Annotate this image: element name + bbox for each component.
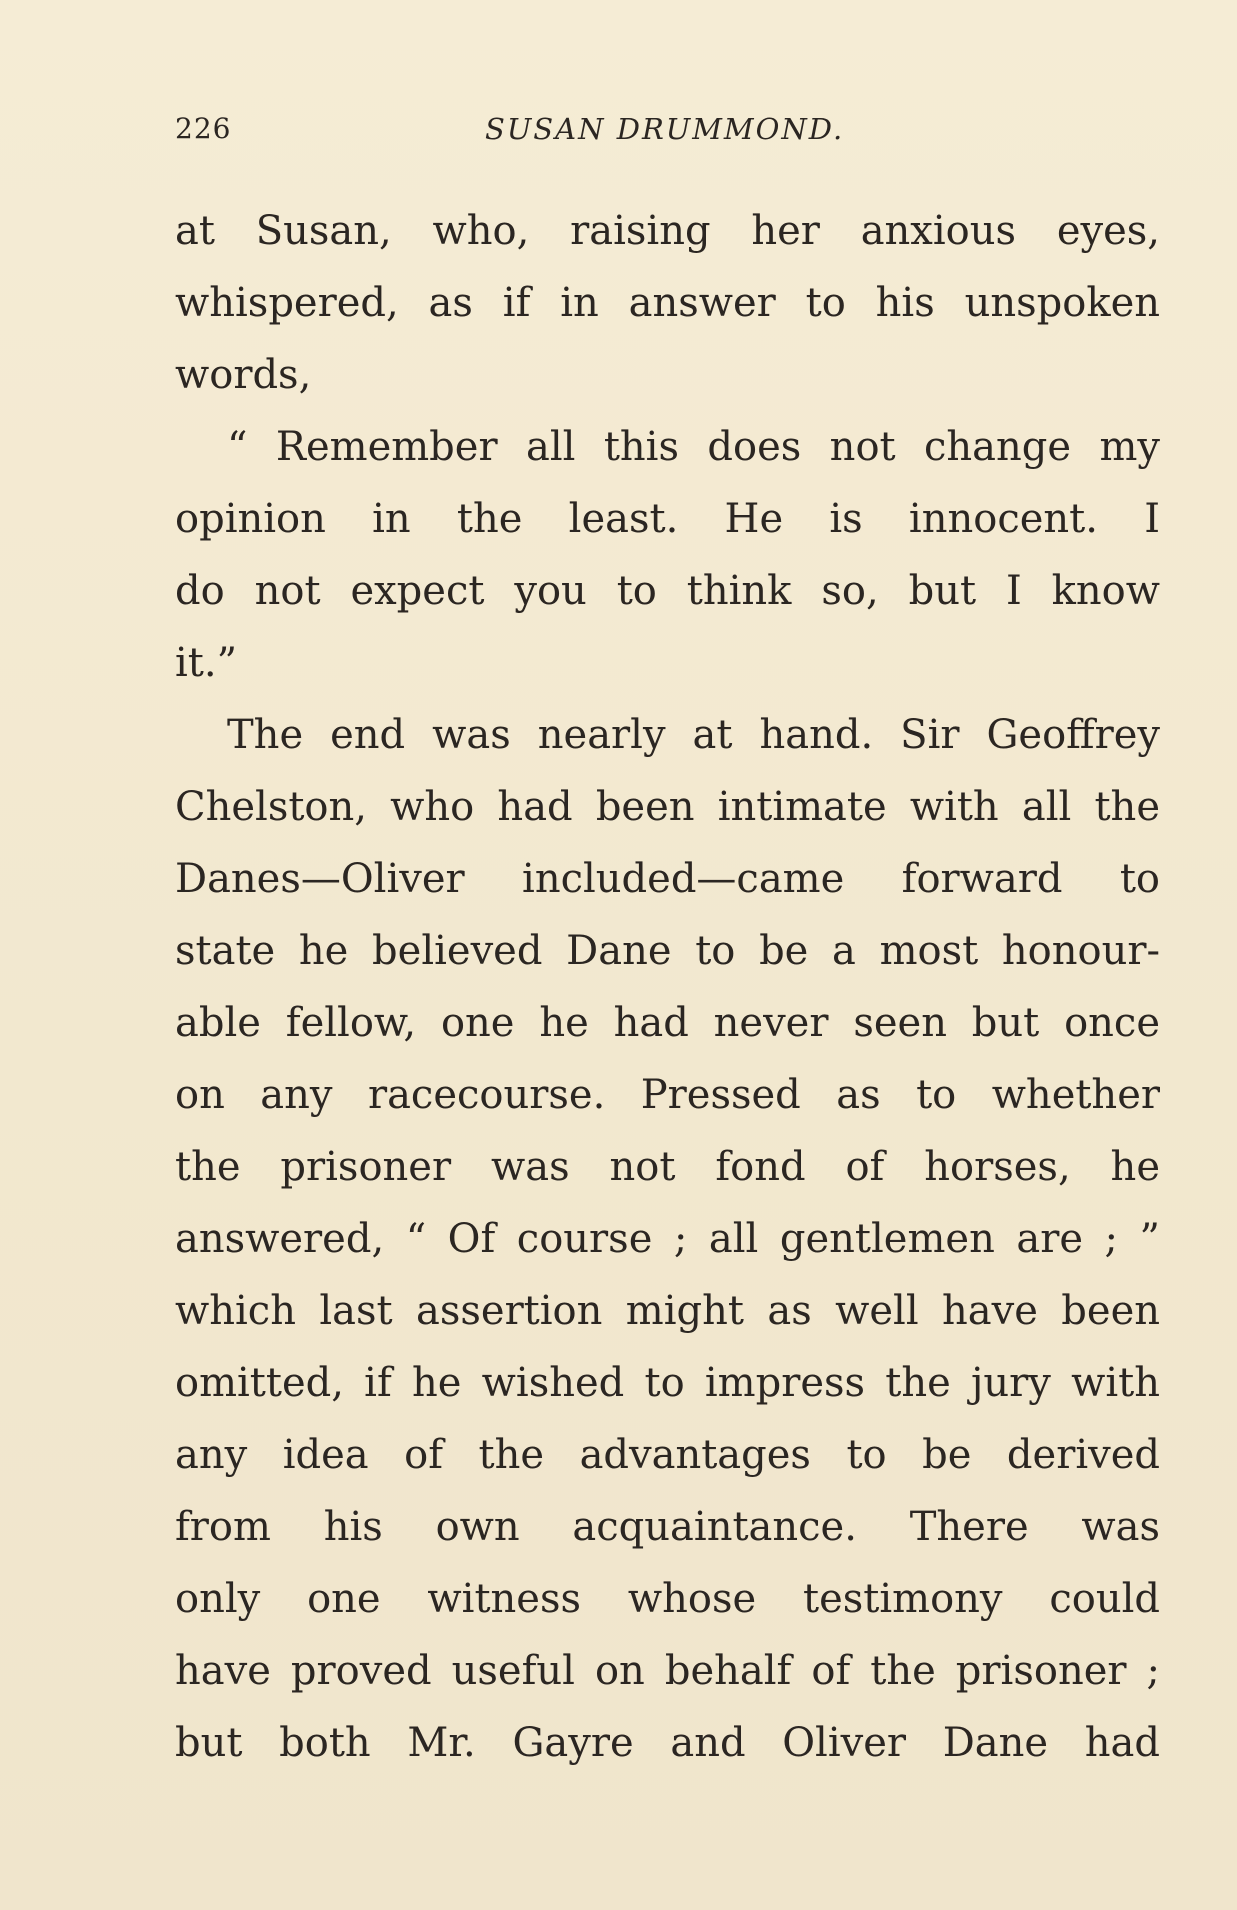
text-line: only one witness whose testimony could — [175, 1576, 1160, 1622]
text-line: do not expect you to think so, but I know — [175, 568, 1160, 614]
text-line: omitted, if he wished to impress the jury with — [175, 1360, 1160, 1406]
text-line: whispered, as if in answer to his unspoken — [175, 280, 1160, 326]
text-line: Danes—Oliver included—came forward to — [175, 856, 1160, 902]
text-line: but both Mr. Gayre and Oliver Dane had — [175, 1720, 1160, 1766]
text-line: state he believed Dane to be a most honour- — [175, 928, 1160, 974]
body-text — [175, 195, 1160, 1779]
text-line: words, — [175, 352, 312, 398]
text-line: from his own acquaintance. There was — [175, 1504, 1160, 1550]
page-number: 226 — [175, 112, 232, 145]
running-title: SUSAN DRUMMOND. — [485, 112, 845, 146]
text-line: any idea of the advantages to be derived — [175, 1432, 1160, 1478]
text-line: the prisoner was not fond of horses, he — [175, 1144, 1160, 1190]
text-line: opinion in the least. He is innocent. I — [175, 496, 1160, 542]
text-line: The end was nearly at hand. Sir Geoffrey — [227, 712, 1160, 758]
text-line: it.” — [175, 640, 238, 686]
text-line: “ Remember all this does not change my — [227, 424, 1160, 470]
page-header — [175, 112, 1175, 152]
text-line: have proved useful on behalf of the prisoner ; — [175, 1648, 1160, 1694]
text-line: able fellow, one he had never seen but once — [175, 1000, 1160, 1046]
text-line: answered, “ Of course ; all gentlemen are ; ” — [175, 1216, 1160, 1262]
text-line: on any racecourse. Pressed as to whether — [175, 1072, 1160, 1118]
text-line: which last assertion might as well have been — [175, 1288, 1160, 1334]
text-line: Chelston, who had been intimate with all the — [175, 784, 1160, 830]
text-line: at Susan, who, raising her anxious eyes, — [175, 208, 1160, 254]
